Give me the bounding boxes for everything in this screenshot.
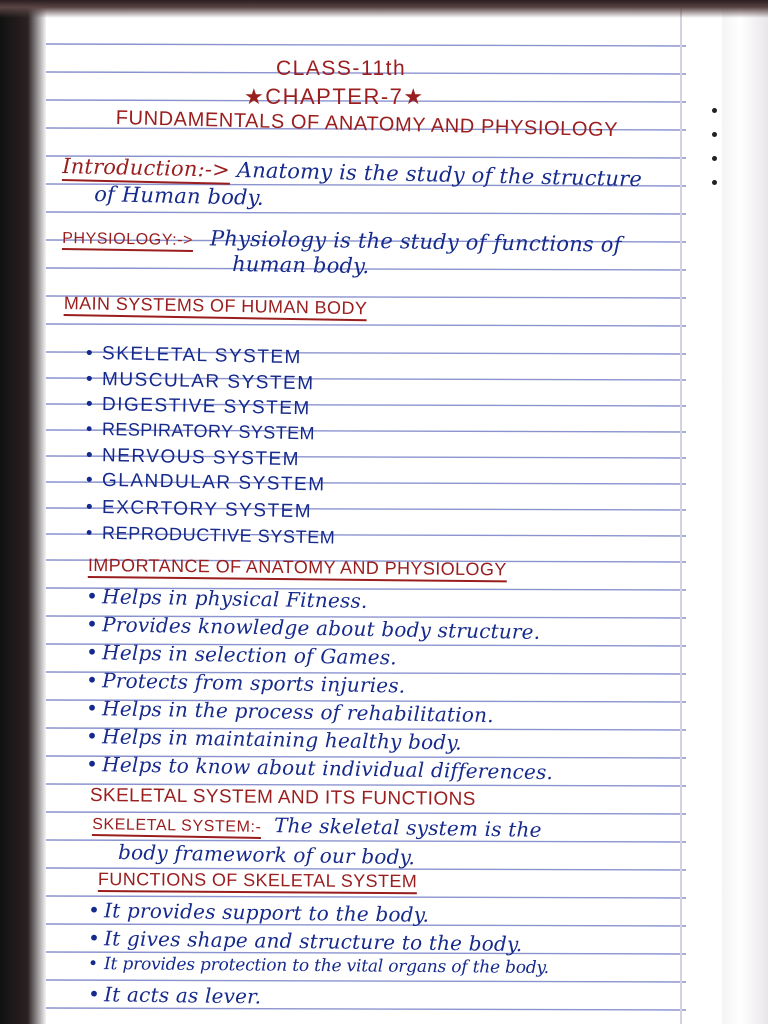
main-systems-heading: MAIN SYSTEMS OF HUMAN BODY <box>64 293 368 321</box>
punch-hole <box>712 132 717 137</box>
list-item: • REPRODUCTIVE SYSTEM <box>85 522 336 548</box>
intro-label: Introduction:-> <box>62 154 230 185</box>
list-item: • Helps in the process of rehabilitation. <box>85 696 494 728</box>
functions-heading: FUNCTIONS OF SKELETAL SYSTEM <box>98 869 417 894</box>
intro-text: Anatomy is the study of the structure <box>236 157 643 192</box>
page-margin-line <box>680 0 682 1024</box>
list-item: • EXCRTORY SYSTEM <box>85 496 313 523</box>
list-item: • It provides protection to the vital organs of the body. <box>87 954 549 979</box>
class-label: CLASS-11th <box>276 57 407 80</box>
list-item: • It acts as lever. <box>87 982 262 1009</box>
punch-hole <box>712 156 717 161</box>
physiology-text-continued: human body. <box>231 252 370 279</box>
list-item: • Helps in maintaining healthy body. <box>85 724 462 755</box>
physiology-text: Physiology is the study of functions of <box>209 226 622 257</box>
skeletal-heading: SKELETAL SYSTEM AND ITS FUNCTIONS <box>89 785 476 811</box>
list-item: • It provides support to the body. <box>87 898 430 927</box>
punch-hole <box>712 180 717 185</box>
list-item: • GLANDULAR SYSTEM <box>85 469 326 496</box>
punch-hole <box>712 108 717 113</box>
skeletal-definition-line <box>92 812 542 841</box>
list-item: • Protects from sports injuries. <box>85 668 406 698</box>
page-left-edge <box>0 0 46 1024</box>
page-title: FUNDAMENTALS OF ANATOMY AND PHYSIOLOGY <box>115 107 619 142</box>
list-item: • DIGESTIVE SYSTEM <box>85 393 311 420</box>
list-item: • MUSCULAR SYSTEM <box>85 368 315 395</box>
list-item: • Helps in physical Fitness. <box>85 584 368 613</box>
list-item: • Helps to know about individual differences. <box>85 752 554 785</box>
skeletal-text-continued: body framework of our body. <box>117 840 416 870</box>
skeletal-label: SKELETAL SYSTEM:- <box>92 816 262 839</box>
list-item: • NERVOUS SYSTEM <box>85 444 301 471</box>
importance-heading: IMPORTANCE OF ANATOMY AND PHYSIOLOGY <box>88 555 507 582</box>
intro-text-continued: of Human body. <box>93 182 265 210</box>
physiology-label: PHYSIOLOGY:-> <box>62 230 193 252</box>
list-item: • RESPIRATORY SYSTEM <box>85 418 316 444</box>
chapter-label: ★CHAPTER-7★ <box>244 84 425 109</box>
skeletal-text: The skeletal system is the <box>273 813 542 842</box>
list-item: • SKELETAL SYSTEM <box>85 342 303 369</box>
list-item: • Provides knowledge about body structure. <box>85 612 541 644</box>
next-page-edge <box>722 0 768 1024</box>
list-item: • It gives shape and structure to the body. <box>87 926 523 957</box>
list-item: • Helps in selection of Games. <box>85 640 398 670</box>
page-top-edge <box>0 0 768 18</box>
